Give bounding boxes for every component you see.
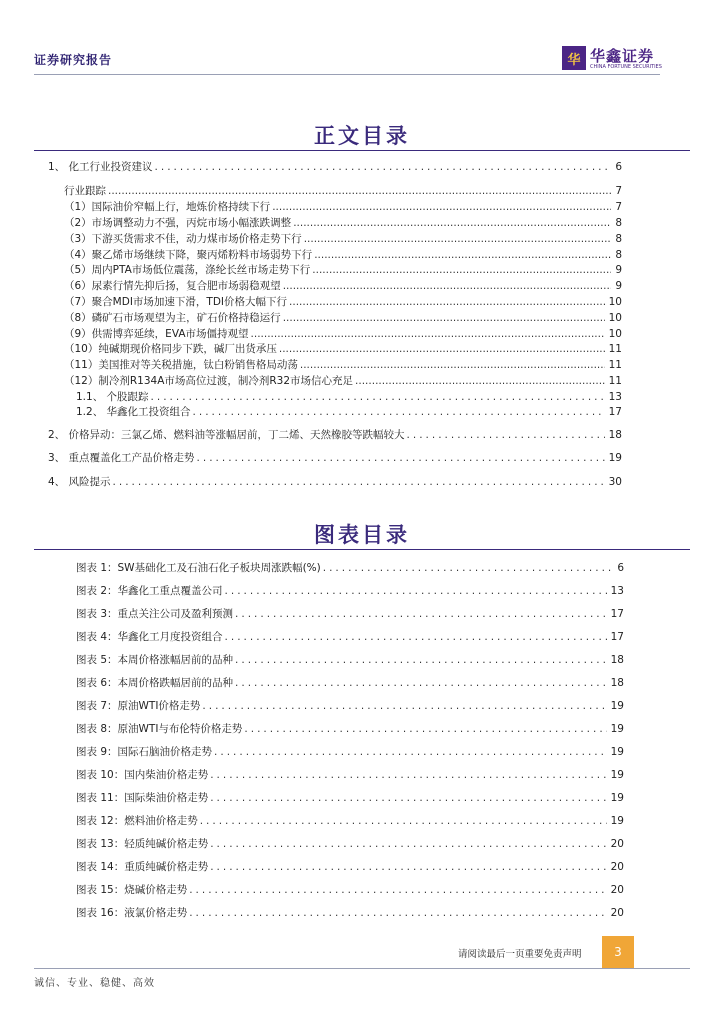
figure-entry-dot-leader: [210, 837, 606, 851]
figure-entry-dot-leader: [202, 699, 606, 713]
figure-entry-dot-leader: [189, 883, 606, 897]
toc-entry-row[interactable]: [64, 216, 622, 230]
toc-entry-page-number: 7: [615, 201, 622, 213]
toc-entry-dot-leader: [289, 295, 605, 309]
toc-entry-page-number: 9: [615, 264, 622, 276]
toc-entry-row[interactable]: [64, 184, 622, 198]
toc-entry-page-number: 9: [615, 280, 622, 292]
figure-entry-dot-leader: [235, 676, 607, 690]
toc-entry-row[interactable]: [64, 200, 622, 214]
figure-entry-dot-leader: [323, 561, 614, 575]
toc-entry-label: 4、 风险提示: [48, 476, 111, 488]
toc-entry-page-number: 10: [608, 328, 622, 340]
figure-entry-page-number: 17: [610, 631, 624, 643]
toc-entry-label: 行业跟踪: [64, 185, 106, 197]
figure-entry-dot-leader: [235, 653, 607, 667]
toc-entry-dot-leader: [197, 451, 605, 465]
toc-entry-row[interactable]: [64, 358, 622, 372]
toc-entry-label: （2）市场调整动力不强，丙烷市场小幅涨跌调整: [64, 217, 292, 229]
figure-entry-row[interactable]: [76, 860, 624, 874]
figure-entry-dot-leader: [210, 791, 606, 805]
figure-entry-row[interactable]: [76, 699, 624, 713]
figure-entry-label: 图表 4：华鑫化工月度投资组合: [76, 631, 223, 643]
figure-entry-label: 图表 13：轻质纯碱价格走势: [76, 838, 209, 850]
figure-entry-label: 图表 15：烧碱价格走势: [76, 884, 188, 896]
toc-entry-page-number: 8: [615, 249, 622, 261]
toc-entry-dot-leader: [113, 475, 605, 489]
figure-entry-page-number: 19: [610, 815, 624, 827]
toc-entry-dot-leader: [314, 248, 611, 262]
logo-en-text: CHINA FORTUNE SECURITIES: [590, 64, 662, 70]
toc-entry-label: 1.2、 华鑫化工投资组合: [76, 406, 191, 418]
toc-entry-page-number: 11: [608, 375, 622, 387]
toc-entry-dot-leader: [300, 358, 605, 372]
figure-entry-row[interactable]: [76, 722, 624, 736]
toc-entry-page-number: 11: [608, 359, 622, 371]
figure-entry-label: 图表 1：SW基础化工及石油石化子板块周涨跌幅(%): [76, 562, 321, 574]
figure-entry-row[interactable]: [76, 768, 624, 782]
figure-entry-label: 图表 2：华鑫化工重点覆盖公司: [76, 585, 223, 597]
toc-entry-page-number: 18: [608, 429, 622, 441]
toc-entry-label: （11）美国推对等关税措施，钛白粉销售格局动荡: [64, 359, 298, 371]
figure-entry-row[interactable]: [76, 906, 624, 920]
figure-entry-label: 图表 14：重质纯碱价格走势: [76, 861, 209, 873]
figure-entry-row[interactable]: [76, 791, 624, 805]
toc-entry-page-number: 13: [608, 391, 622, 403]
toc-entry-page-number: 30: [608, 476, 622, 488]
header-divider: [34, 74, 660, 75]
figure-entry-dot-leader: [214, 745, 607, 759]
toc-entry-dot-leader: [304, 232, 612, 246]
toc-entry-label: （9）供需博弈延续，EVA市场僵持观望: [64, 328, 249, 340]
toc-entry-label: （3）下游买货需求不佳，动力煤市场价格走势下行: [64, 233, 302, 245]
figure-entry-page-number: 13: [610, 585, 624, 597]
toc-entry-label: 1、 化工行业投资建议: [48, 161, 153, 173]
toc-entry-label: （5）周内PTA市场低位震荡，涤纶长丝市场走势下行: [64, 264, 311, 276]
toc-entry-row[interactable]: [76, 405, 622, 419]
toc-entry-dot-leader: [407, 428, 605, 442]
figure-entry-page-number: 19: [610, 792, 624, 804]
figure-entry-dot-leader: [244, 722, 606, 736]
figure-entry-row[interactable]: [76, 837, 624, 851]
figure-entry-label: 图表 7：原油WTI价格走势: [76, 700, 201, 712]
figure-entry-page-number: 19: [610, 723, 624, 735]
logo-mark-icon: 华: [562, 46, 586, 70]
toc-entry-dot-leader: [272, 200, 611, 214]
toc-entry-label: （7）聚合MDI市场加速下滑，TDI价格大幅下行: [64, 296, 288, 308]
figure-entry-row[interactable]: [76, 676, 624, 690]
toc-entry-page-number: 8: [615, 233, 622, 245]
toc-entry-dot-leader: [283, 279, 612, 293]
toc-entry-row[interactable]: [64, 263, 622, 277]
toc-entry-label: （10）纯碱期现价格同步下跌，碱厂出货承压: [64, 343, 277, 355]
toc-entry-row[interactable]: [64, 327, 622, 341]
toc-title: 正文目录: [314, 123, 410, 148]
toc-entry-dot-leader: [312, 263, 611, 277]
toc-title-divider: [34, 150, 690, 151]
figure-entry-label: 图表 12：燃料油价格走势: [76, 815, 198, 827]
page-number-badge: 3: [602, 936, 634, 968]
toc-entry-row[interactable]: [64, 232, 622, 246]
figure-entry-row[interactable]: [76, 630, 624, 644]
toc-entry-dot-leader: [251, 327, 605, 341]
figure-entry-page-number: 19: [610, 746, 624, 758]
figure-entry-page-number: 18: [610, 677, 624, 689]
figure-entry-page-number: 19: [610, 700, 624, 712]
figure-entry-page-number: 17: [610, 608, 624, 620]
figure-entry-dot-leader: [189, 906, 606, 920]
figure-entry-dot-leader: [225, 630, 607, 644]
company-logo: [562, 44, 666, 72]
toc-entry-row[interactable]: [48, 428, 622, 442]
toc-entry-page-number: 10: [608, 296, 622, 308]
figures-title-divider: [34, 549, 690, 550]
toc-entry-page-number: 11: [608, 343, 622, 355]
page-header: [0, 0, 724, 76]
figures-title: 图表目录: [314, 522, 410, 547]
toc-entry-dot-leader: [283, 311, 605, 325]
figure-entry-label: 图表 5：本周价格涨幅居前的品种: [76, 654, 234, 666]
toc-entry-page-number: 10: [608, 312, 622, 324]
figure-entry-row[interactable]: [76, 883, 624, 897]
toc-entry-row[interactable]: [64, 295, 622, 309]
toc-entry-row[interactable]: [76, 390, 622, 404]
figure-entry-dot-leader: [210, 768, 606, 782]
figure-entry-page-number: 6: [617, 562, 624, 574]
toc-entry-dot-leader: [155, 160, 612, 174]
toc-entry-page-number: 19: [608, 452, 622, 464]
footer-slogan: 诚信、专业、稳健、高效: [34, 978, 155, 989]
toc-entry-dot-leader: [108, 184, 611, 198]
toc-entry-row[interactable]: [64, 374, 622, 388]
figure-entry-row[interactable]: [76, 561, 624, 575]
toc-entry-dot-leader: [279, 342, 605, 356]
figure-entry-row[interactable]: [76, 607, 624, 621]
figure-entry-page-number: 19: [610, 769, 624, 781]
footer-divider: [34, 968, 690, 969]
toc-entry-dot-leader: [151, 390, 605, 404]
logo-cn-text: 华鑫证券: [590, 47, 655, 65]
toc-entry-label: （1）国际油价窄幅上行，地炼价格持续下行: [64, 201, 271, 213]
figure-entry-row[interactable]: [76, 814, 624, 828]
toc-entry-row[interactable]: [48, 475, 622, 489]
report-type-label: 证券研究报告: [34, 53, 113, 67]
disclaimer-note: 请阅读最后一页重要免责声明: [458, 949, 582, 960]
figure-entry-page-number: 18: [610, 654, 624, 666]
toc-entry-label: （6）尿素行情先抑后扬，复合肥市场弱稳观望: [64, 280, 281, 292]
toc-entry-page-number: 8: [615, 217, 622, 229]
figure-entry-page-number: 20: [610, 907, 624, 919]
toc-entry-dot-leader: [355, 374, 605, 388]
toc-entry-label: （12）制冷剂R134A市场高位过渡，制冷剂R32市场信心充足: [64, 375, 354, 387]
figure-entry-page-number: 20: [610, 884, 624, 896]
toc-entry-label: 2、 价格异动：三氯乙烯、燃料油等涨幅居前，丁二烯、天然橡胶等跌幅较大: [48, 429, 405, 441]
figure-entry-label: 图表 11：国际柴油价格走势: [76, 792, 209, 804]
toc-entry-label: 3、 重点覆盖化工产品价格走势: [48, 452, 195, 464]
figure-entry-label: 图表 8：原油WTI与布伦特价格走势: [76, 723, 243, 735]
figure-entry-row[interactable]: [76, 653, 624, 667]
toc-entry-label: （8）磷矿石市场观望为主，矿石价格持稳运行: [64, 312, 281, 324]
figure-entry-row[interactable]: [76, 745, 624, 759]
figure-entry-page-number: 20: [610, 861, 624, 873]
figure-entry-label: 图表 6：本周价格跌幅居前的品种: [76, 677, 234, 689]
figure-entry-dot-leader: [235, 607, 607, 621]
figure-entry-page-number: 20: [610, 838, 624, 850]
figure-entry-label: 图表 16：液氯价格走势: [76, 907, 188, 919]
figure-entry-dot-leader: [200, 814, 607, 828]
figure-entry-label: 图表 9：国际石脑油价格走势: [76, 746, 213, 758]
figure-entry-dot-leader: [210, 860, 606, 874]
toc-entry-row[interactable]: [64, 248, 622, 262]
toc-entry-dot-leader: [193, 405, 605, 419]
toc-entry-page-number: 7: [615, 185, 622, 197]
toc-entry-label: （4）聚乙烯市场继续下降，聚丙烯粉料市场弱势下行: [64, 249, 313, 261]
figure-entry-label: 图表 10：国内柴油价格走势: [76, 769, 209, 781]
figure-entry-label: 图表 3：重点关注公司及盈利预测: [76, 608, 234, 620]
toc-entry-row[interactable]: [64, 311, 622, 325]
figure-entry-dot-leader: [225, 584, 607, 598]
toc-entry-page-number: 17: [608, 406, 622, 418]
toc-entry-page-number: 6: [615, 161, 622, 173]
toc-entry-dot-leader: [293, 216, 611, 230]
toc-entry-row[interactable]: [64, 342, 622, 356]
toc-entry-label: 1.1、 个股跟踪: [76, 391, 149, 403]
toc-entry-row[interactable]: [48, 160, 622, 174]
figure-entry-row[interactable]: [76, 584, 624, 598]
toc-entry-row[interactable]: [48, 451, 622, 465]
toc-entry-row[interactable]: [64, 279, 622, 293]
